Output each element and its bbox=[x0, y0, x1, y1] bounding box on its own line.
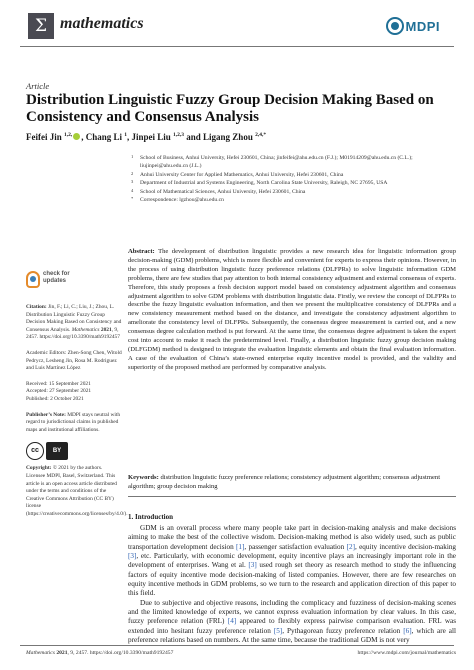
reference-link[interactable]: [4] bbox=[227, 617, 237, 626]
attribution-icon: BY bbox=[46, 442, 68, 460]
paragraph-text: , which are all preference relations based on numbers. At the same time, because the traditional GDM is not very bbox=[128, 626, 456, 645]
author-name: Chang Li bbox=[85, 132, 123, 142]
affiliation-list bbox=[128, 154, 458, 204]
keywords-label: Keywords: bbox=[128, 474, 159, 481]
author-separator: and bbox=[184, 132, 204, 142]
citation-journal: Mathematics bbox=[71, 326, 100, 333]
accepted-date: Accepted: 27 September 2021 bbox=[26, 388, 92, 395]
publisher-note-block bbox=[26, 412, 122, 435]
affiliation-number: 1 bbox=[131, 154, 134, 159]
keywords-rule bbox=[128, 496, 456, 497]
footer-rule bbox=[20, 645, 454, 646]
affiliation-item bbox=[128, 188, 458, 196]
article-type: Article bbox=[26, 81, 50, 91]
abstract-text: The development of distribution linguistic provides a new research idea for linguistic information group decision-making (GDM) problems, which is more flexible and convenient for experts to express their opinions. However, in the process of using distribution linguistic fuzzy preference relations (DLFPRs) to solve linguistic information GDM problems, there are few studies that pay attention to both internal consistency adjustment and external consensus of experts. Therefore, this study proposes a fresh decision support model based on consistency adjustment algorithm and consensus adjustment algorithm to solve GDM problems with distribution linguistic data. Firstly, we review the concept of DLFPRs to describe the fuzzy linguistic evaluation information, and then we present the multiplicative consistency of DLFPRs and a new consistency measurement method based on the distance, and investigate the consistency adjustment algorithm to ameliorate the consistency level of DLFPRs. Subsequently, the consensus degree measurement is carried out, and a new consensus degree calculation method is put forward. At the same time, the consensus degree adjustment is taken the expert cost into account to make it reach the predetermined level. Finally, a distribution linguistic fuzzy group decision making (DLFGDM) method is designed to integrate the evaluation linguistic elements and obtain the final evaluation information. A case of the evaluation of China’s state-owned enterprise equity incentive model is provided, and the validity and superiority of the proposed method are performed by comparative analysis. bbox=[128, 248, 456, 371]
publisher-note-label: Publisher’s Note: bbox=[26, 411, 66, 418]
affiliation-number: 4 bbox=[131, 187, 134, 193]
creative-commons-icon: cc bbox=[26, 442, 44, 460]
footer-citation bbox=[26, 650, 173, 656]
abstract-label: Abstract: bbox=[128, 248, 155, 255]
paragraph-text: , passenger satisfaction evaluation bbox=[244, 542, 345, 551]
affiliation-item bbox=[128, 154, 458, 171]
affiliation-number: * bbox=[131, 196, 134, 202]
mdpi-logo-icon bbox=[386, 17, 404, 35]
affiliation-number: 3 bbox=[131, 179, 134, 185]
author-list bbox=[26, 132, 266, 142]
license-badge[interactable] bbox=[26, 442, 122, 460]
paragraph-text: GDM is an overall process where many people take part in decision-making analysis and make decisions aiming to make the best of the collective wisdom. Decision-making method is also widely used, such as public transportation development decision bbox=[128, 524, 456, 551]
article-title: Distribution Linguistic Fuzzy Group Decision Making Based on Consistency and Consensus Analysis bbox=[26, 92, 434, 125]
reference-link[interactable]: [6] bbox=[403, 626, 412, 635]
reference-link[interactable]: [3] bbox=[248, 561, 257, 570]
publisher-name: MDPI bbox=[405, 18, 440, 34]
citation-text: Jin, F.; Li, C.; Liu, J.; Zhou, L. Distribution Linguistic Fuzzy Group Decision Making Based on Consistency and Consensus Analysis. bbox=[26, 304, 122, 333]
orcid-icon[interactable] bbox=[73, 133, 80, 140]
footer-journal-url[interactable]: https://www.mdpi.com/journal/mathematics bbox=[357, 650, 456, 656]
reference-link[interactable]: [3] bbox=[128, 552, 137, 561]
reference-link[interactable]: [5] bbox=[273, 626, 283, 635]
citation-label: Citation: bbox=[26, 304, 47, 310]
author-name: Feifei Jin bbox=[26, 132, 62, 142]
author-affil-sup: 1,2,3 bbox=[173, 132, 185, 138]
author-affil-sup: 1,2, bbox=[64, 132, 73, 138]
publisher-logo[interactable] bbox=[386, 16, 441, 36]
author-affil-sup: 1 bbox=[124, 132, 128, 138]
journal-logo-icon: Σ bbox=[28, 13, 54, 39]
published-date: Published: 2 October 2021 bbox=[26, 395, 84, 402]
affiliation-item bbox=[128, 179, 458, 187]
received-date: Received: 15 September 2021 bbox=[26, 380, 91, 387]
copyright-label: Copyright: bbox=[26, 465, 52, 472]
affiliation-text: School of Business, Anhui University, Hefei 230601, China; jinfeifei@ahu.edu.cn (F.J.); M01914209@ahu.edu.cn (C.L.); liujinpei@ahu.edu.cn (J.L.) bbox=[140, 155, 413, 170]
paragraph-text: , Pythagorean fuzzy preference relation bbox=[282, 626, 401, 635]
author-name: Ligang Zhou bbox=[203, 132, 253, 142]
author-name: Jinpei Liu bbox=[131, 132, 171, 142]
citation-year: 2021 bbox=[100, 326, 112, 333]
publisher-note-text: MDPI stays neutral with regard to jurisdictional claims in published maps and institutional affiliations. bbox=[26, 411, 121, 433]
dates-block bbox=[26, 381, 122, 404]
journal-header bbox=[20, 10, 454, 42]
check-for-updates-button[interactable] bbox=[26, 270, 122, 300]
reference-link[interactable]: [2] bbox=[346, 542, 355, 551]
affiliation-text: School of Mathematical Sciences, Anhui University, Hefei 230601, China bbox=[140, 188, 306, 195]
header-rule bbox=[20, 46, 454, 47]
abstract bbox=[128, 248, 456, 373]
affiliation-text: Anhui University Center for Applied Mathematics, Anhui University, Hefei 230601, China bbox=[140, 171, 344, 178]
body-text bbox=[128, 524, 456, 645]
affiliation-text: Department of Industrial and Systems Engineering, North Carolina State University, Raleigh, NC 27695, USA bbox=[140, 180, 388, 187]
author-separator: , bbox=[127, 132, 132, 142]
paragraph bbox=[128, 599, 456, 646]
footer-doi[interactable]: , 9, 2457. https://doi.org/10.3390/math9192457 bbox=[67, 650, 174, 656]
editors-block bbox=[26, 350, 122, 373]
keywords-text: distribution linguistic fuzzy preference relations; consistency adjustment algorithm; consensus adjustment algorithm; group decision making bbox=[128, 474, 441, 490]
section-heading: 1. Introduction bbox=[128, 513, 173, 521]
check-updates-line: updates bbox=[43, 278, 67, 284]
author-affil-sup: 2,4,* bbox=[255, 132, 267, 138]
sidebar bbox=[26, 270, 128, 526]
footer-journal: Mathematics bbox=[26, 650, 55, 656]
paragraph-text: , equity incentive decision-making bbox=[354, 542, 457, 551]
citation-doi[interactable]: , 9, 2457. https://doi.org/10.3390/math9192457 bbox=[26, 326, 120, 341]
journal-name[interactable]: mathematics bbox=[60, 15, 144, 32]
paragraph-text: appeared to flexibly express pairwise comparison evaluation. FRL was extended into hesitant fuzzy preference relation bbox=[128, 617, 457, 635]
paragraph-text: Due to subjective and objective reasons, including the complicacy and fuzziness of decision-making scenes and the limited knowledge of experts, we cannot express evaluation information by clear values. In this case, fuzzy preference relation (FRL) bbox=[128, 598, 456, 626]
author-separator: , bbox=[81, 132, 86, 142]
editors-label: Academic Editors: bbox=[26, 349, 67, 356]
copyright-block bbox=[26, 465, 128, 518]
copyright-text: © 2021 by the authors. Licensee MDPI, Basel, Switzerland. This article is an open access article distributed under the terms and conditions of the Creative Commons Attribution (CC BY) license (https://creativecommons.org/licenses/by/4.0/). bbox=[26, 465, 128, 517]
reference-link[interactable]: [1] bbox=[236, 542, 245, 551]
check-updates-icon bbox=[26, 271, 40, 288]
citation-block bbox=[26, 304, 122, 342]
keywords bbox=[128, 474, 456, 492]
paragraph-text: used rough set theory as research method to study the influencing factors of equity incentive mode decision-making of listed companies. However, there are few researches on equity incentive methods in GDM problems, so we turn to the research and application direction of this paper to this field. bbox=[128, 561, 457, 598]
footer-year: 2021 bbox=[56, 650, 68, 656]
correspondence bbox=[128, 196, 458, 204]
check-updates-line: check for bbox=[43, 271, 70, 277]
editors-text: Zhen-Song Chen, Witold Pedrycz, Lesheng Jin, Rosa M. Rodriguez and Luis Martínez López bbox=[26, 349, 122, 372]
affiliation-number: 2 bbox=[131, 170, 134, 176]
correspondence-text[interactable]: Correspondence: lgzhou@ahu.edu.cn bbox=[140, 197, 224, 204]
affiliation-item bbox=[128, 171, 458, 179]
check-updates-label bbox=[43, 271, 70, 285]
paragraph bbox=[128, 524, 456, 599]
paragraph-text: , etc. Particularly, with economic development, equity incentive plays an increasingly important role in the development of enterprises. Wang et al. bbox=[128, 552, 456, 570]
